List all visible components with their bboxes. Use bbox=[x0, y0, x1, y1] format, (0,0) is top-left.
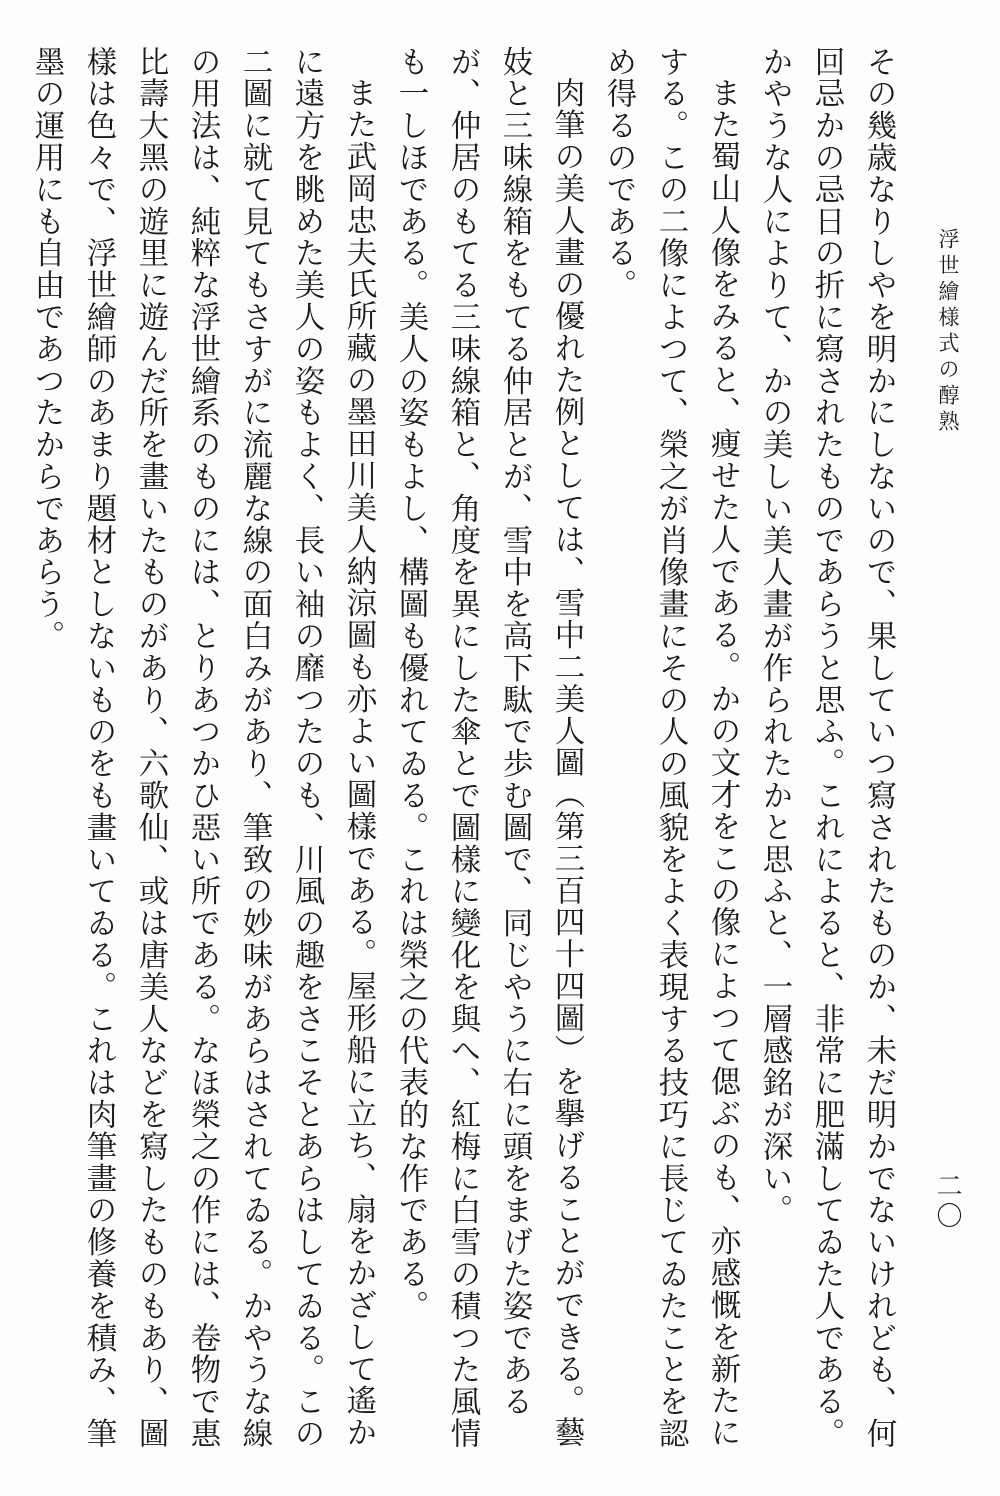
running-head: 浮世繪様式の醇熟 bbox=[936, 228, 960, 436]
paragraph: 肉筆の美人畫の優れた例としては、雪中二美人圖（第三百四十四圖）を擧げることができる。藝妓と三味線箱をもてる仲居とが、雪中を高下駄で歩む圖で、同じやうに右に頭をまげた姿であるが、仲居のもてる三味線箱と、角度を異にした傘とで圖樣に變化を與へ、紅梅に白雪の積つた風情も一しほである。美人の姿もよし、構圖も優れてゐる。これは榮之の代表的な作である。 bbox=[393, 46, 584, 1450]
paragraph: また武岡忠夫氏所藏の墨田川美人納涼圖も亦よい圖樣である。屋形船に立ち、扇をかざして遙かに遠方を眺めた美人の姿もよく、長い袖の靡つたのも、川風の趣をさこそとあらはしてゐる。この二圖に就て見てもさすがに流麗な線の面白みがあり、筆致の妙味があらはされてゐる。かやうな線の用法は、純粹な浮世繪系のものには、とりあつかひ惡い所である。なほ榮之の作には、卷物で惠比壽大黑の遊里に遊んだ所を畫いたものがあり、六歌仙、或は唐美人などを寫したものもあり、圖樣は色々で、浮世繪師のあまり題材としないものをも畫いてゐる。これは肉筆畫の修養を積み、筆墨の運用にも自由であつたからであらう。 bbox=[29, 46, 376, 1450]
body-text bbox=[29, 46, 904, 1466]
paragraph: その幾歳なりしやを明かにしないので、果していつ寫されたものか、未だ明かでないけれども、何回忌かの忌日の折に寫されたものであらうと思ふ。これによると、非常に肥滿してゐた人である。かやうな人によりて、かの美しい美人畫が作られたかと思ふと、一層感銘が深い。 bbox=[757, 46, 896, 1450]
page-number: 二〇 bbox=[932, 1172, 962, 1232]
paragraph: また蜀山人像をみると、痩せた人である。かの文才をこの像によつて偲ぶのも、亦感慨を新たにする。この二像によつて、榮之が肖像畫にその人の風貌をよく表現する技巧に長じてゐたことを認め得るのである。 bbox=[601, 46, 740, 1450]
